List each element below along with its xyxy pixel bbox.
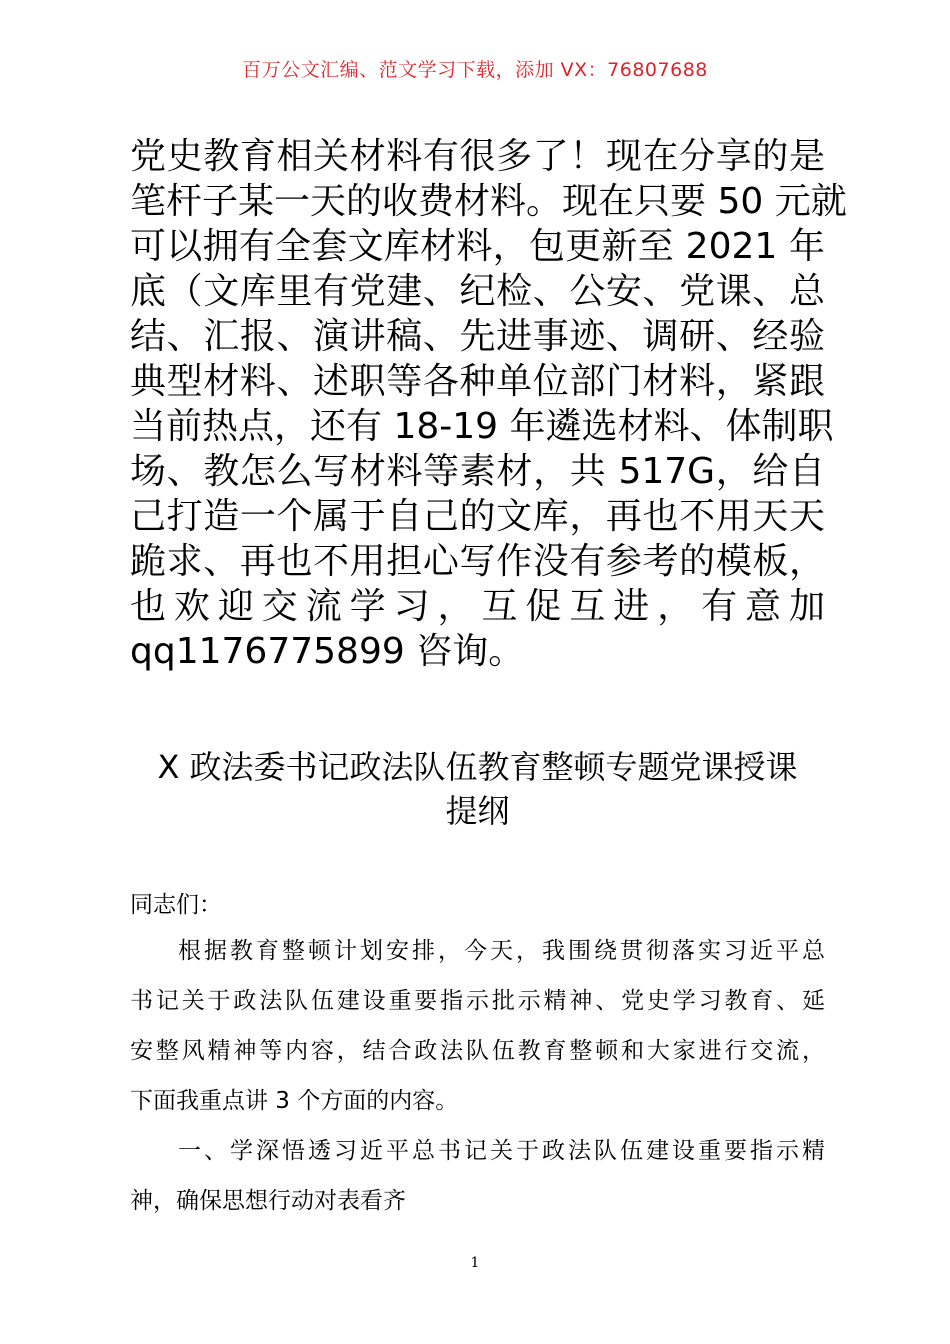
promo-line: 当前热点，还有 18-19 年遴选材料、体制职: [130, 406, 834, 447]
document-title-line: X 政法委书记政法队伍教育整顿专题党课授课: [157, 748, 798, 786]
document-title: [130, 745, 825, 833]
header-banner: 百万公文汇编、范文学习下载，添加 VX：76807688: [242, 59, 708, 81]
section-heading-line: 神，确保思想行动对表看齐: [130, 1188, 406, 1214]
promo-line: 典型材料、述职等各种单位部门材料，紧跟: [130, 361, 825, 402]
promo-line: 底（文库里有党建、纪检、公安、党课、总: [130, 271, 825, 312]
promo-line: 可以拥有全套文库材料，包更新至 2021 年: [130, 226, 825, 267]
document-body: [130, 884, 825, 1226]
greeting: 同志们：: [130, 892, 222, 918]
promo-line: 己打造一个属于自己的文库，再也不用天天: [130, 496, 825, 537]
paragraph-line: 根据教育整顿计划安排，今天，我围绕贯彻落实习近平总: [178, 938, 825, 964]
promo-line: 跪求、再也不用担心写作没有参考的模板，: [130, 541, 825, 582]
paragraph-line: 下面我重点讲 3 个方面的内容。: [130, 1088, 459, 1114]
promo-block: [130, 134, 847, 674]
promo-line: 场、教怎么写材料等素材，共 517G，给自: [130, 451, 825, 492]
promo-line: 笔杆子某一天的收费材料。现在只要 50 元就: [130, 181, 847, 222]
promo-line: 党史教育相关材料有很多了！现在分享的是: [130, 136, 825, 177]
paragraph-line: 安整风精神等内容，结合政法队伍教育整顿和大家进行交流，: [130, 1038, 825, 1064]
page-number: 1: [470, 1255, 480, 1271]
promo-line: 也欢迎交流学习，互促互进，有意加: [130, 586, 825, 627]
paragraph-line: 书记关于政法队伍建设重要指示批示精神、党史学习教育、延: [130, 988, 825, 1014]
promo-line: qq1176775899 咨询。: [130, 631, 525, 672]
document-title-line: 提纲: [445, 792, 510, 830]
section-heading-line: 一、学深悟透习近平总书记关于政法队伍建设重要指示精: [178, 1138, 825, 1164]
promo-line: 结、汇报、演讲稿、先进事迹、调研、经验: [130, 316, 825, 357]
